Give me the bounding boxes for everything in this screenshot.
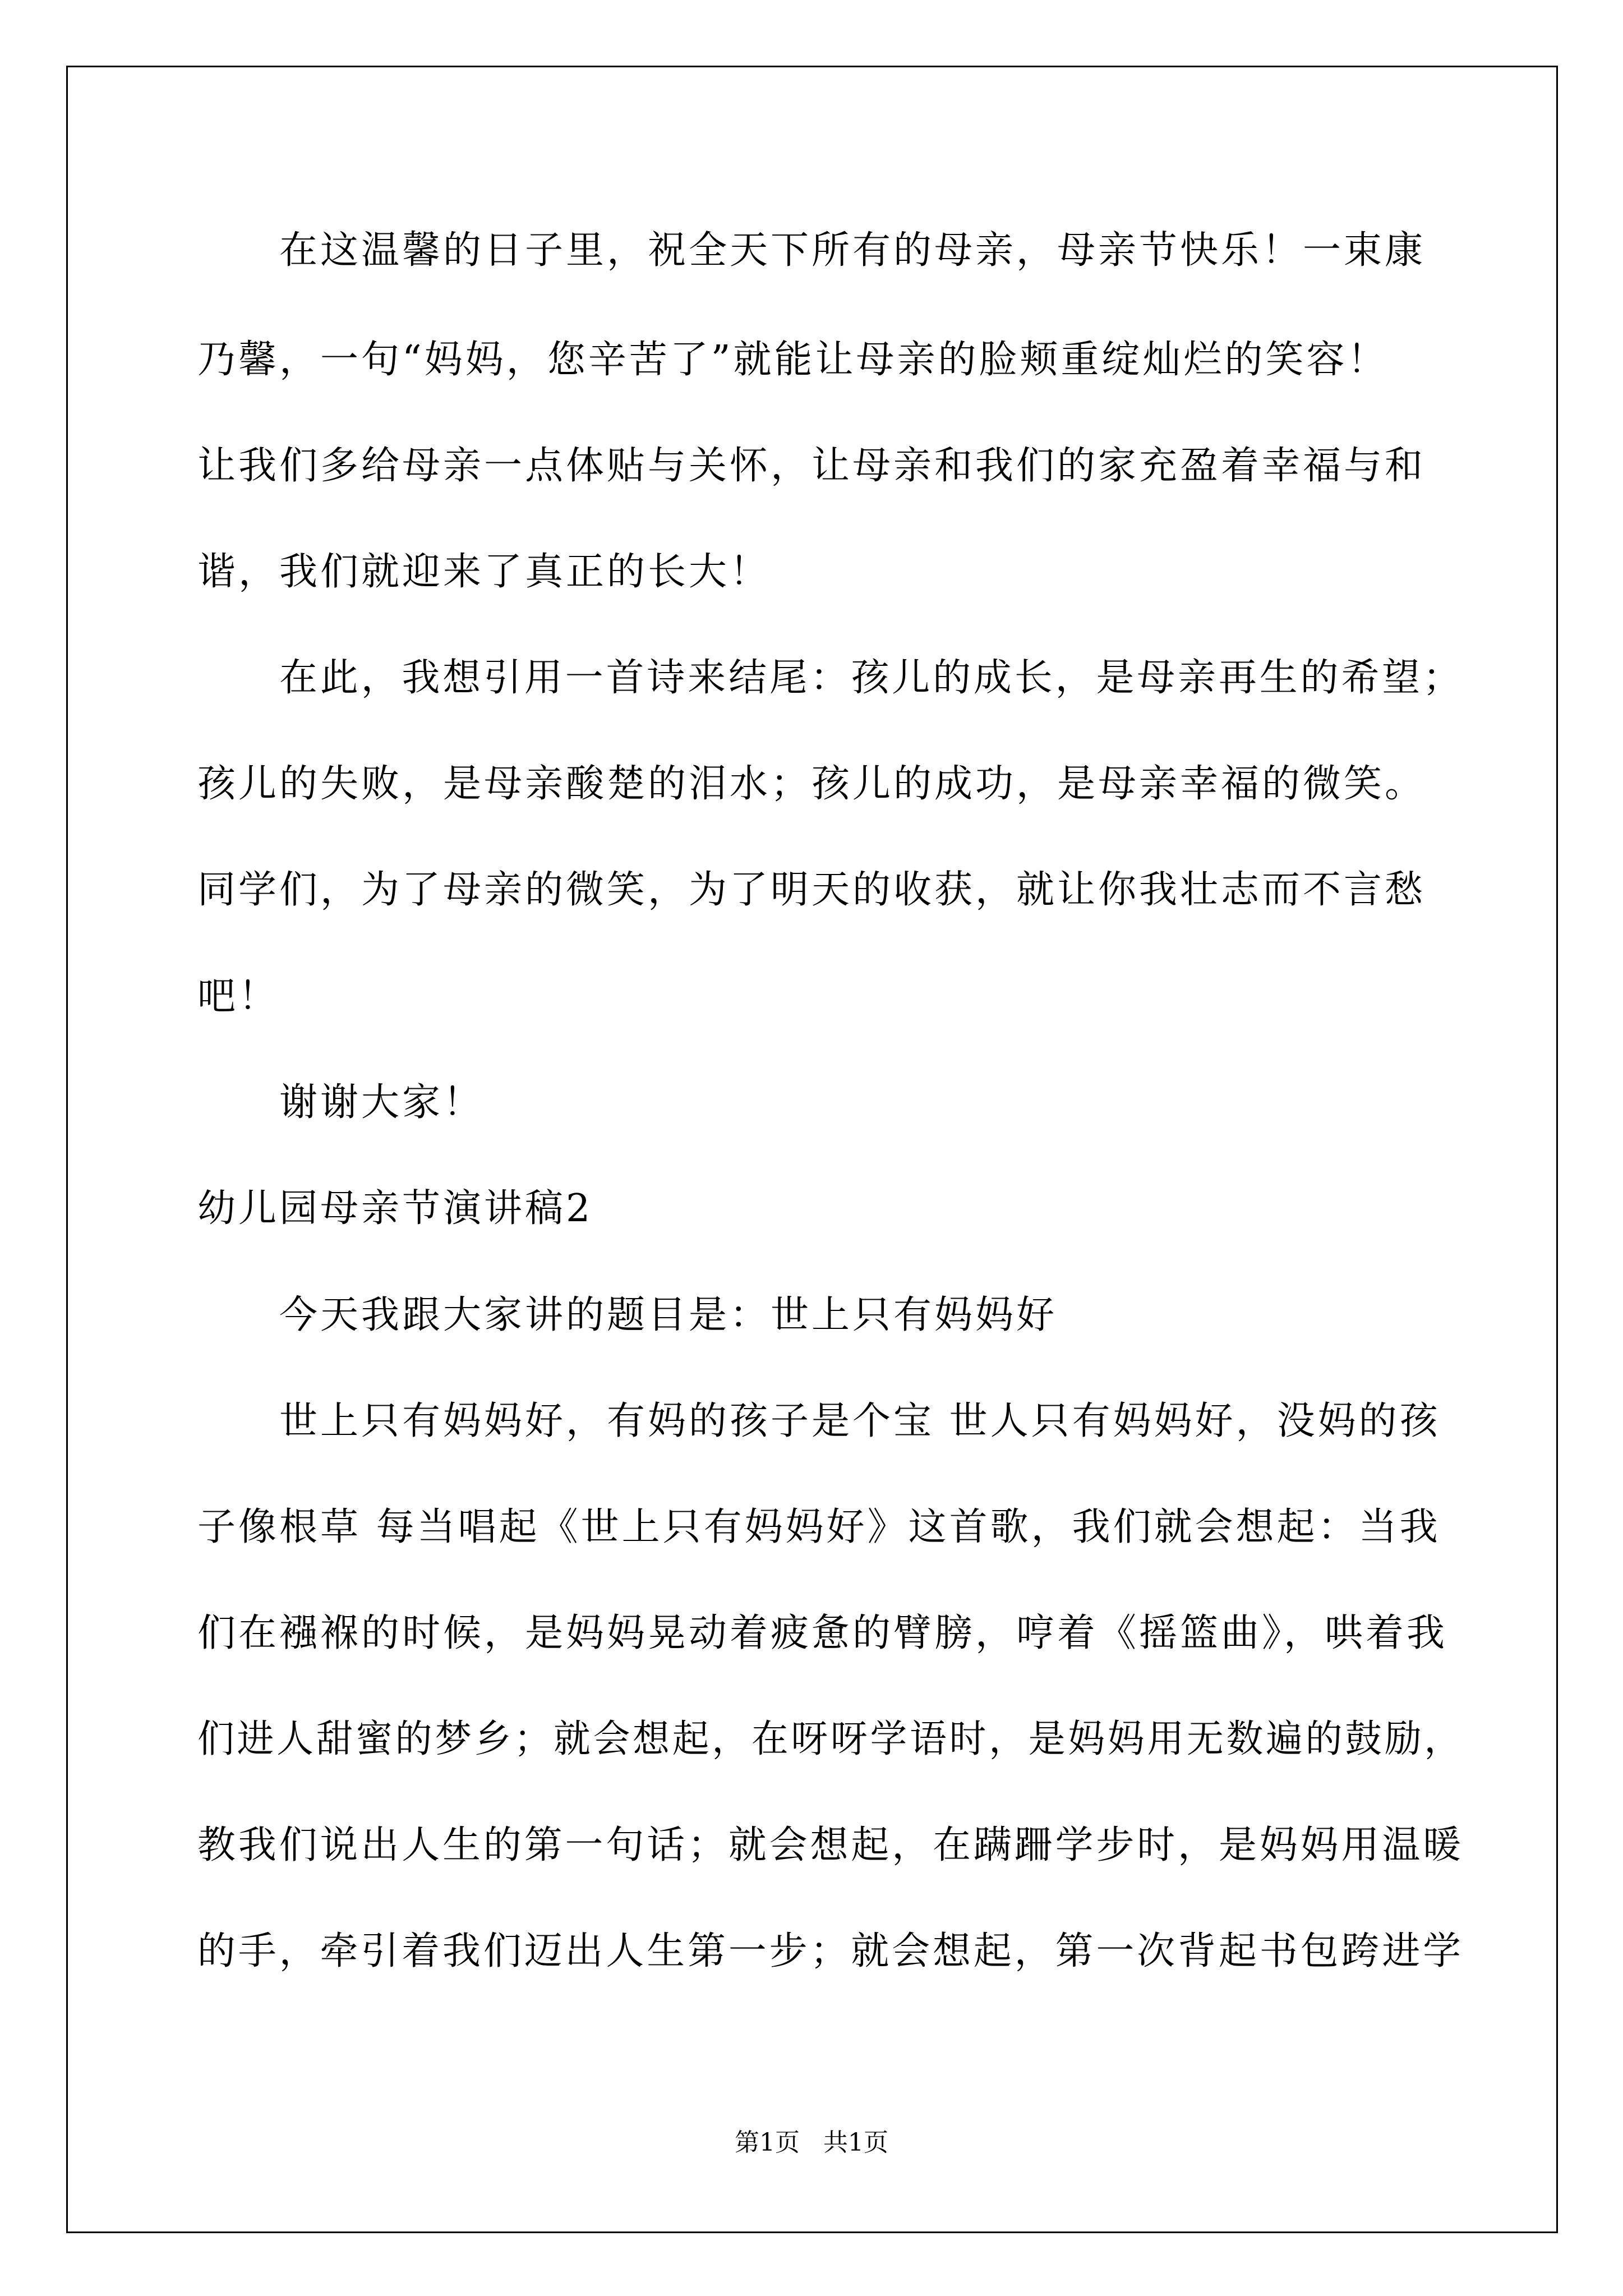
paragraph-3-line-6: 的手，牵引着我们迈出人生第一步；就会想起，第一次背起书包跨进学 [197,1929,1464,1973]
paragraph-3-line-4: 们进人甜蜜的梦乡；就会想起，在呀呀学语时，是妈妈用无数遍的鼓励， [197,1717,1464,1761]
paragraph-3-line-2: 子像根草 每当唱起《世上只有妈妈好》这首歌，我们就会想起：当我 [197,1505,1441,1549]
paragraph-1-line-2: 乃馨，一句“妈妈，您辛苦了”就能让母亲的脸颊重绽灿烂的笑容！ [197,338,1389,382]
paragraph-3-line-3: 们在襁褓的时候，是妈妈晃动着疲惫的臂膀，哼着《摇篮曲》，哄着我 [197,1611,1448,1655]
topic-line: 今天我跟大家讲的题目是：世上只有妈妈好 [279,1293,1058,1337]
page-frame [66,66,1558,2233]
paragraph-2-line-4: 吧！ [197,974,280,1019]
closing-line: 谢谢大家！ [279,1080,485,1125]
paragraph-2-line-2: 孩儿的失败，是母亲酸楚的泪水；孩儿的成功，是母亲幸福的微笑。 [197,762,1426,806]
paragraph-2-line-1: 在此，我想引用一首诗来结尾：孩儿的成长，是母亲再生的希望； [279,656,1464,700]
paragraph-1-line-1: 在这温馨的日子里，祝全天下所有的母亲，母亲节快乐！一束康 [279,228,1426,273]
paragraph-1-line-3: 让我们多给母亲一点体贴与关怀，让母亲和我们的家充盈着幸福与和 [197,444,1426,488]
paragraph-2-line-3: 同学们，为了母亲的微笑，为了明天的收获，就让你我壮志而不言愁 [197,868,1426,912]
section-heading: 幼儿园母亲节演讲稿2 [197,1186,593,1231]
paragraph-3-line-1: 世上只有妈妈好，有妈的孩子是个宝 世人只有妈妈好，没妈的孩 [279,1399,1441,1443]
paragraph-3-line-5: 教我们说出人生的第一句话；就会想起，在蹒跚学步时，是妈妈用温暖 [197,1823,1464,1867]
paragraph-1-line-4: 谐，我们就迎来了真正的长大！ [197,550,771,594]
page-footer: 第1页 共1页 [735,2128,888,2157]
